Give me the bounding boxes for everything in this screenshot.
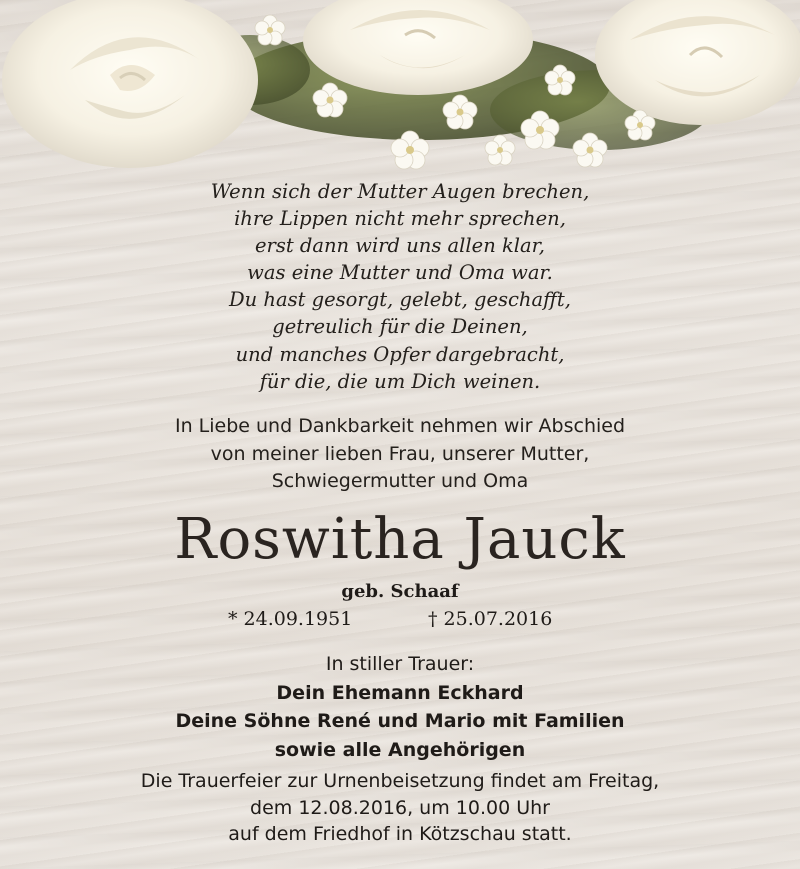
mourner-line: sowie alle Angehörigen (274, 738, 526, 761)
poem-line: und manches Opfer dargebracht, (235, 342, 565, 366)
birth-date: * 24.09.1951 (228, 608, 353, 630)
poem-line: getreulich für die Deinen, (272, 315, 528, 339)
deceased-name: Roswitha Jauck (174, 507, 626, 572)
poem-line: für die, die um Dich weinen. (259, 369, 541, 393)
poem-line: ihre Lippen nicht mehr sprechen, (234, 207, 566, 231)
white-roses-image (0, 0, 800, 200)
poem-line: Du hast gesorgt, gelebt, geschafft, (229, 288, 571, 312)
maiden-name: geb. Schaaf (341, 581, 459, 602)
funeral-line: auf dem Friedhof in Kötzschau statt. (228, 823, 572, 845)
farewell-line: Schwiegermutter und Oma (271, 470, 529, 492)
death-date: † 25.07.2016 (428, 608, 553, 630)
poem-line: was eine Mutter und Oma war. (247, 261, 553, 285)
rose-left (2, 0, 258, 168)
poem-verse (0, 178, 800, 395)
farewell-line: In Liebe und Dankbarkeit nehmen wir Abschied (174, 415, 626, 437)
life-dates (0, 604, 800, 634)
mourner-line: Deine Söhne René und Mario mit Familien (175, 710, 625, 732)
funeral-line: dem 12.08.2016, um 10.00 Uhr (250, 796, 550, 819)
mourners-section (0, 650, 800, 764)
farewell-line: von meiner lieben Frau, unserer Mutter, (210, 442, 590, 465)
poem-line: erst dann wird uns allen klar, (254, 234, 546, 258)
mourner-line: Dein Ehemann Eckhard (276, 681, 524, 704)
mourning-intro: In stiller Trauer: (325, 653, 475, 675)
funeral-notice (0, 768, 800, 848)
funeral-line: Die Trauerfeier zur Urnenbeisetzung findet am Freitag, (140, 770, 660, 792)
poem-line: Wenn sich der Mutter Augen brechen, (210, 180, 590, 203)
farewell-text (0, 413, 800, 496)
